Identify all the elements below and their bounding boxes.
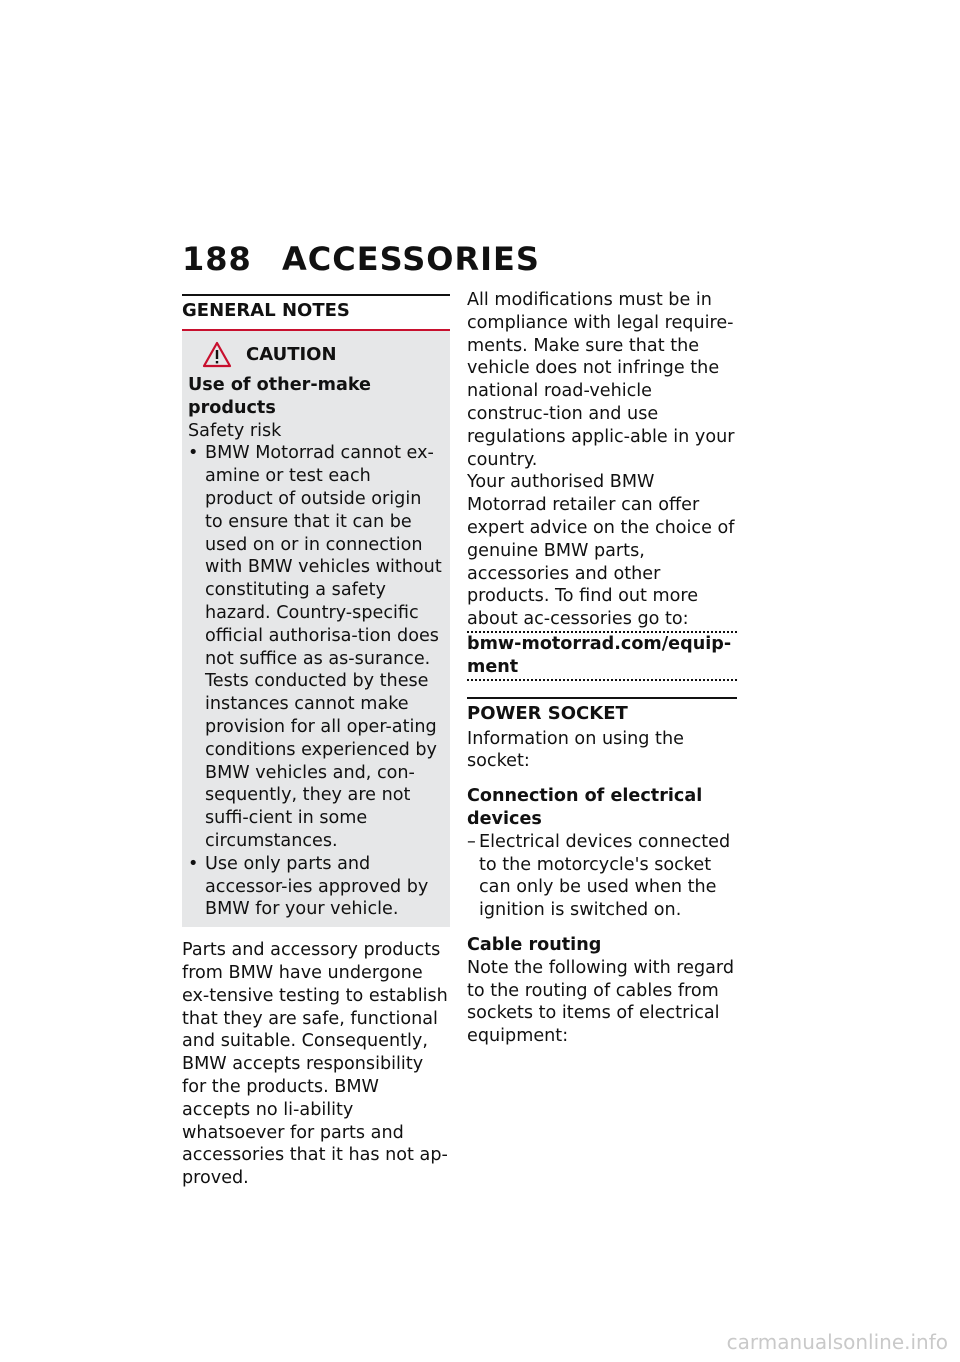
caution-risk: Safety risk (188, 420, 282, 441)
modifications-paragraph: All modifications must be in compliance with legal require-ments. Make sure that the vehicle does not infringe the national road-vehicle construc-tion and use regulations applic-able in your country. (467, 290, 735, 470)
accessories-link[interactable]: bmw-motorrad.com/equip-ment (467, 631, 737, 681)
connection-heading: Connection of electrical devices (467, 786, 703, 829)
caution-header (202, 341, 442, 368)
right-column (467, 289, 737, 1048)
list-item: • BMW Motorrad cannot ex-amine or test each product of outside origin to ensure that it can be used on or in connection with BMW vehicles without constituting a safety hazard. Country-specific official authorisa-tion does not suffice as as-surance. Tests conducted by these instances cannot make provision for all oper-ating conditions experienced by BMW vehicles and, con-sequently, they are not suffi-cient in some circumstances. (188, 443, 442, 851)
warning-triangle-icon (202, 341, 232, 368)
general-notes-paragraph: Parts and accessory products from BMW have undergone ex-tensive testing to establish that they are safe, functional and suitable. Consequently, BMW accepts responsibility for the products. BMW accepts no li-ability whatsoever for parts and accessories that it has not ap-proved. (182, 940, 448, 1189)
page-number: 188 (182, 240, 252, 278)
list-item: • Use only parts and accessor-ies approved by BMW for your vehicle. (188, 853, 429, 920)
cable-routing-text: Note the following with regard to the routing of cables from sockets to items of electrical equipment: (467, 957, 735, 1047)
caution-list (188, 442, 442, 921)
retailer-paragraph: Your authorised BMW Motorrad retailer can offer expert advice on the choice of genuine BMW parts, accessories and other products. To find out more about ac-cessories go to: (467, 472, 735, 630)
watermark: carmanualsonline.info (726, 1330, 948, 1354)
power-socket-intro: Information on using the socket: (467, 728, 684, 772)
cable-routing-heading: Cable routing (467, 934, 602, 955)
page-header (182, 240, 540, 278)
caution-box (182, 331, 450, 927)
left-column (182, 294, 450, 1190)
connection-list (467, 831, 737, 922)
list-item: – Electrical devices connected to the motorcycle's socket can only be used when the ignition is switched on. (467, 831, 731, 921)
caution-label: CAUTION (246, 344, 337, 365)
section-rule (182, 294, 450, 296)
section-rule (467, 697, 737, 699)
caution-heading: Use of other-make products (188, 375, 371, 418)
section-title-power-socket: POWER SOCKET (467, 702, 628, 724)
chapter-title: ACCESSORIES (282, 240, 540, 278)
section-title-general-notes: GENERAL NOTES (182, 300, 350, 321)
